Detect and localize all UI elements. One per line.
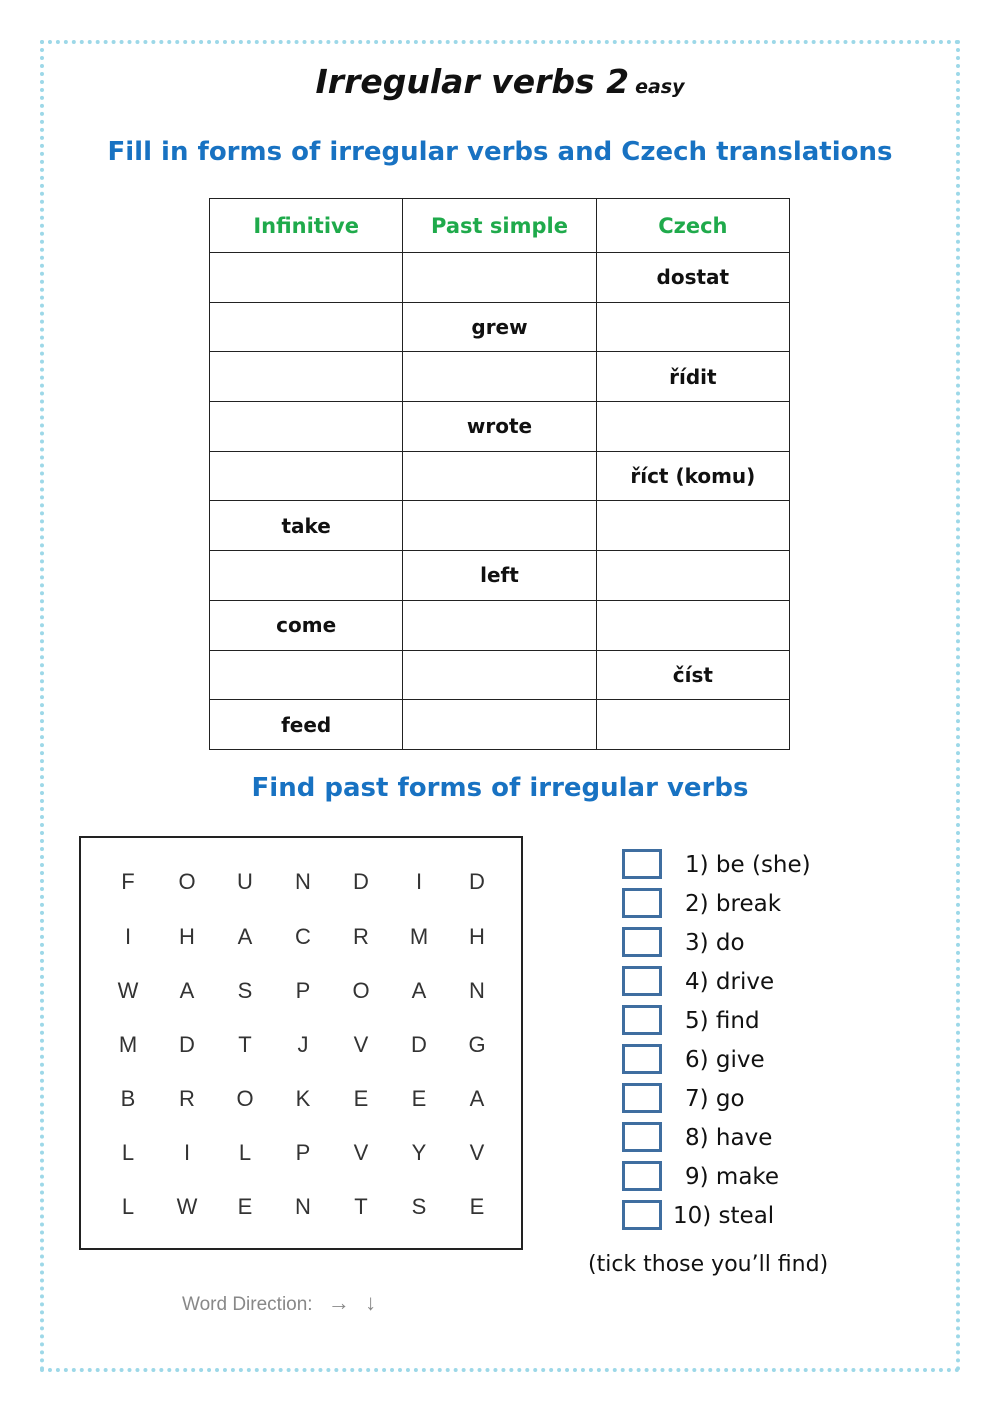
grid-letter[interactable]: M xyxy=(409,924,429,949)
answer-cell[interactable] xyxy=(596,551,789,601)
checkbox[interactable] xyxy=(622,1122,662,1152)
checklist-label: 4) drive xyxy=(685,969,775,995)
answer-cell[interactable] xyxy=(210,551,403,601)
checklist-label: 1) be (she) xyxy=(685,852,811,878)
word-search-grid xyxy=(79,836,523,1250)
section2-heading: Find past forms of irregular verbs xyxy=(251,773,749,803)
table-cell: grew xyxy=(403,302,596,352)
grid-letter[interactable]: V xyxy=(353,1140,369,1165)
grid-letter[interactable]: D xyxy=(353,869,369,894)
grid-letter[interactable]: D xyxy=(469,869,485,894)
checklist-label: 2) break xyxy=(685,891,782,917)
answer-cell[interactable] xyxy=(210,253,403,303)
column-header: Infinitive xyxy=(210,199,403,253)
down-arrow-icon: ↓ xyxy=(365,1290,377,1315)
title-sub: easy xyxy=(635,76,685,98)
grid-letter[interactable]: D xyxy=(179,1032,195,1057)
table-row xyxy=(210,650,790,700)
answer-cell[interactable] xyxy=(403,352,596,402)
grid-letter[interactable]: E xyxy=(353,1086,369,1111)
grid-letter[interactable]: I xyxy=(415,869,423,894)
checkbox[interactable] xyxy=(622,1083,662,1113)
answer-cell[interactable] xyxy=(403,650,596,700)
answer-cell[interactable] xyxy=(596,600,789,650)
table-row xyxy=(210,700,790,750)
table-cell: říct (komu) xyxy=(596,451,789,501)
grid-letter[interactable]: D xyxy=(411,1032,427,1057)
grid-letter[interactable]: U xyxy=(237,869,253,894)
grid-letter[interactable]: P xyxy=(295,1140,311,1165)
grid-letter[interactable]: O xyxy=(236,1086,254,1111)
grid-letter[interactable]: Y xyxy=(411,1140,427,1165)
grid-letter[interactable]: E xyxy=(469,1194,485,1219)
grid-letter[interactable]: L xyxy=(238,1140,252,1165)
grid-letter[interactable]: O xyxy=(178,869,196,894)
grid-letter[interactable]: C xyxy=(295,924,311,949)
checklist-label: 6) give xyxy=(685,1047,765,1073)
grid-letter[interactable]: A xyxy=(469,1086,485,1111)
grid-letter[interactable]: I xyxy=(183,1140,191,1165)
grid-letter[interactable]: E xyxy=(411,1086,427,1111)
checkbox[interactable] xyxy=(622,966,662,996)
checkbox[interactable] xyxy=(622,1044,662,1074)
verbs-table xyxy=(209,198,790,750)
grid-letter[interactable]: N xyxy=(295,1194,311,1219)
grid-letter[interactable]: R xyxy=(353,924,369,949)
table-cell: wrote xyxy=(403,402,596,452)
answer-cell[interactable] xyxy=(403,600,596,650)
answer-cell[interactable] xyxy=(403,451,596,501)
word-direction xyxy=(182,1290,376,1316)
table-cell: left xyxy=(403,551,596,601)
checklist-label: 9) make xyxy=(685,1164,780,1190)
grid-letter[interactable]: N xyxy=(295,869,311,894)
checklist-label: 10) steal xyxy=(673,1203,775,1229)
answer-cell[interactable] xyxy=(596,501,789,551)
grid-letter[interactable]: H xyxy=(469,924,485,949)
grid-letter[interactable]: A xyxy=(179,978,195,1003)
answer-cell[interactable] xyxy=(210,650,403,700)
table-row xyxy=(210,402,790,452)
answer-cell[interactable] xyxy=(403,253,596,303)
grid-letter[interactable]: F xyxy=(121,869,135,894)
table-row xyxy=(210,501,790,551)
table-row xyxy=(210,352,790,402)
table-row xyxy=(210,302,790,352)
grid-letter[interactable]: R xyxy=(179,1086,195,1111)
checkbox[interactable] xyxy=(622,1161,662,1191)
column-header: Past simple xyxy=(403,199,596,253)
grid-letter[interactable]: L xyxy=(121,1140,135,1165)
grid-letter[interactable]: V xyxy=(353,1032,369,1057)
section1-heading: Fill in forms of irregular verbs and Czech translations xyxy=(107,137,893,167)
page-title xyxy=(0,62,1000,101)
table-row xyxy=(210,551,790,601)
table-row xyxy=(210,600,790,650)
grid-letter[interactable]: V xyxy=(469,1140,485,1165)
answer-cell[interactable] xyxy=(210,302,403,352)
checklist-label: 7) go xyxy=(685,1086,745,1112)
grid-letter[interactable]: T xyxy=(354,1194,368,1219)
checkbox[interactable] xyxy=(622,1200,662,1230)
table-header-row xyxy=(210,199,790,253)
table-cell: come xyxy=(210,600,403,650)
right-arrow-icon: → xyxy=(327,1290,350,1315)
table-row xyxy=(210,451,790,501)
answer-cell[interactable] xyxy=(596,700,789,750)
table-cell: take xyxy=(210,501,403,551)
grid-letter[interactable]: W xyxy=(117,978,139,1003)
column-header: Czech xyxy=(596,199,789,253)
checkbox[interactable] xyxy=(622,849,662,879)
grid-letter[interactable]: M xyxy=(118,1032,138,1057)
grid-letter[interactable]: P xyxy=(295,978,311,1003)
table-row xyxy=(210,253,790,303)
checklist-label: 5) find xyxy=(685,1008,760,1034)
answer-cell[interactable] xyxy=(596,302,789,352)
grid-letter[interactable]: B xyxy=(120,1086,136,1111)
grid-letter[interactable]: E xyxy=(237,1194,253,1219)
grid-letter[interactable]: A xyxy=(411,978,427,1003)
checkbox[interactable] xyxy=(622,1005,662,1035)
table-cell: řídit xyxy=(596,352,789,402)
table-cell: dostat xyxy=(596,253,789,303)
tick-hint: (tick those you’ll find) xyxy=(588,1252,829,1277)
table-cell: feed xyxy=(210,700,403,750)
answer-cell[interactable] xyxy=(210,402,403,452)
grid-letter[interactable]: S xyxy=(237,978,253,1003)
answer-cell[interactable] xyxy=(403,501,596,551)
table-cell: číst xyxy=(596,650,789,700)
grid-letter[interactable]: L xyxy=(121,1194,135,1219)
grid-letter[interactable]: S xyxy=(411,1194,427,1219)
answer-cell[interactable] xyxy=(210,451,403,501)
checkbox[interactable] xyxy=(622,888,662,918)
grid-letter[interactable]: H xyxy=(179,924,195,949)
grid-letter[interactable]: K xyxy=(295,1086,311,1111)
grid-letter[interactable]: I xyxy=(124,924,132,949)
grid-letter[interactable]: T xyxy=(238,1032,252,1057)
grid-letter[interactable]: O xyxy=(352,978,370,1003)
answer-cell[interactable] xyxy=(210,352,403,402)
word-direction-label: Word Direction: xyxy=(182,1294,313,1315)
grid-letter[interactable]: G xyxy=(468,1032,486,1057)
checkbox[interactable] xyxy=(622,927,662,957)
grid-letter[interactable]: W xyxy=(176,1194,198,1219)
title-main: Irregular verbs 2 xyxy=(315,62,630,101)
grid-letter[interactable]: N xyxy=(469,978,485,1003)
grid-letter[interactable]: J xyxy=(297,1032,309,1057)
answer-cell[interactable] xyxy=(596,402,789,452)
answer-cell[interactable] xyxy=(403,700,596,750)
grid-letter[interactable]: A xyxy=(237,924,253,949)
checklist-label: 3) do xyxy=(685,930,745,956)
checklist-label: 8) have xyxy=(685,1125,773,1151)
